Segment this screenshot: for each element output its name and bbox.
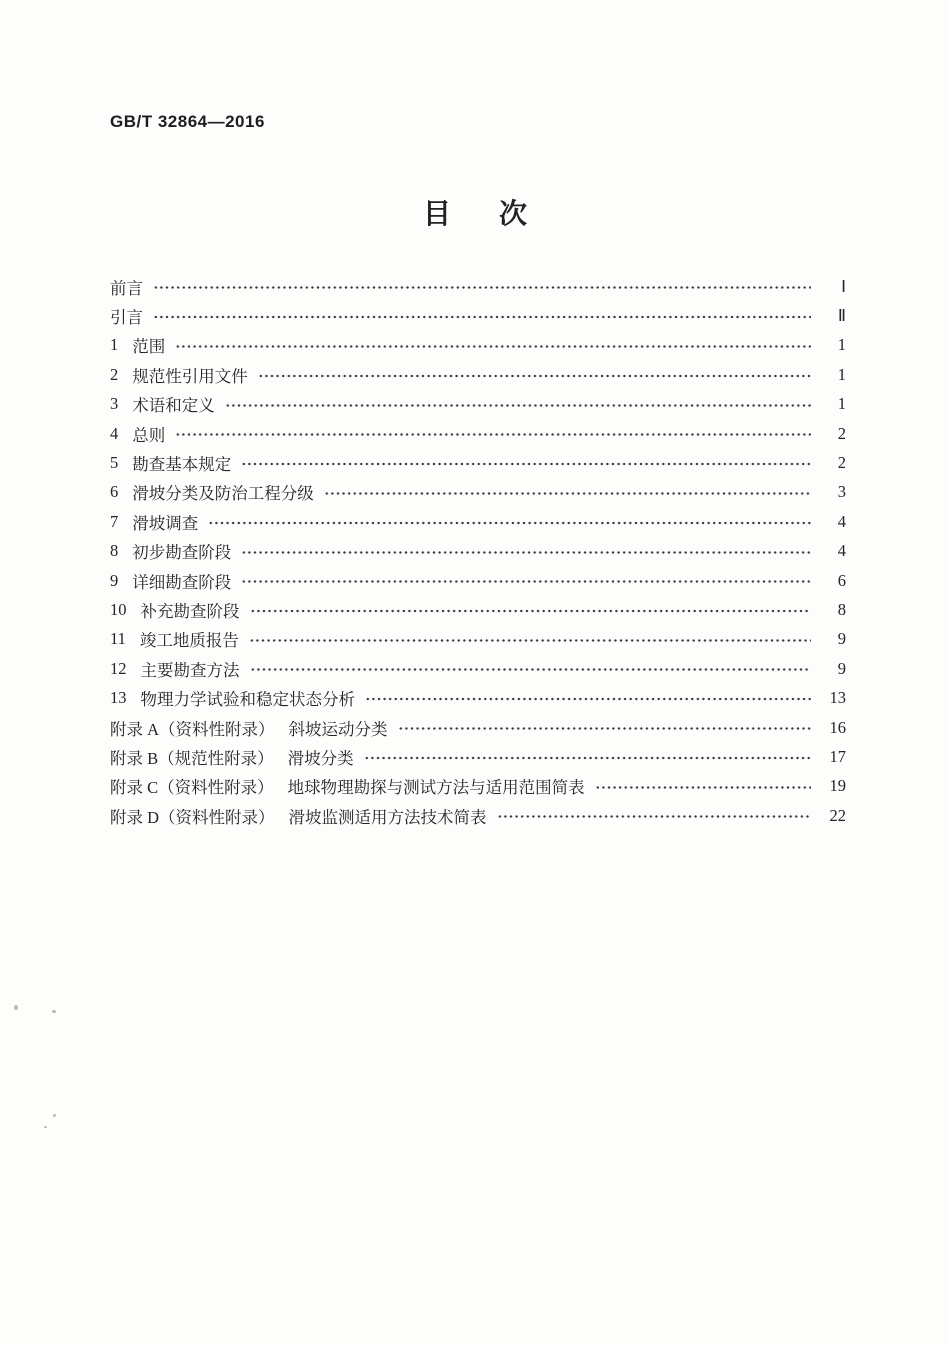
table-of-contents (110, 272, 846, 830)
dot-leader (257, 360, 811, 389)
scan-artifact (44, 1126, 47, 1128)
toc-entry (110, 390, 846, 419)
toc-entry (110, 713, 846, 742)
toc-entry-title: 物理力学试验和稳定状态分析 (140, 690, 355, 710)
toc-entry-number: 6 (110, 482, 119, 502)
toc-entry (110, 683, 846, 712)
dot-leader (240, 566, 811, 595)
toc-entry (110, 654, 846, 683)
toc-entry-page: 16 (829, 717, 846, 737)
toc-entry (110, 507, 846, 536)
dot-leader (594, 772, 811, 801)
toc-entry-title: 勘查基本规定 (132, 455, 232, 475)
toc-entry (110, 595, 846, 624)
toc-entry-title: 竣工地质报告 (139, 631, 239, 651)
toc-entry (110, 478, 846, 507)
toc-entry-number: 附录 D（资料性附录） (110, 807, 275, 827)
toc-entry-page: 13 (829, 688, 846, 708)
toc-entry-page: 2 (837, 423, 846, 443)
toc-entry-page: 17 (829, 746, 846, 766)
toc-entry-number: 13 (110, 688, 127, 708)
toc-entry (110, 301, 846, 330)
toc-entry-page: 6 (837, 570, 846, 590)
toc-entry (110, 419, 846, 448)
page-title: 目 次 (422, 198, 537, 229)
toc-entry-title: 滑坡分类 (287, 748, 354, 768)
toc-entry-page: 22 (829, 805, 846, 825)
toc-entry-title: 总则 (132, 425, 166, 445)
dot-leader (174, 419, 811, 448)
toc-entry-page: 9 (837, 629, 846, 649)
toc-entry-page: 1 (837, 394, 846, 414)
toc-entry-title: 地球物理勘探与测试方法与适用范围简表 (287, 778, 585, 798)
dot-leader (496, 801, 811, 830)
toc-entry-number: 附录 C（资料性附录） (110, 778, 274, 798)
standard-number: GB/T 32864—2016 (110, 112, 265, 131)
dot-leader (240, 537, 811, 566)
scan-artifact (52, 1010, 56, 1013)
toc-entry-title: 滑坡分类及防治工程分级 (132, 484, 314, 504)
toc-entry-title: 引言 (110, 308, 143, 328)
toc-entry-page: 19 (829, 776, 846, 796)
toc-entry-number: 附录 A（资料性附录） (110, 719, 275, 739)
toc-entry (110, 331, 846, 360)
toc-entry (110, 772, 846, 801)
toc-entry-title: 主要勘查方法 (140, 660, 240, 680)
toc-entry (110, 625, 846, 654)
toc-entry-page: 3 (837, 482, 846, 502)
toc-entry-page: Ⅱ (837, 306, 846, 326)
dot-leader (152, 301, 811, 330)
toc-entry-page: 4 (837, 541, 846, 561)
toc-entry-title: 范围 (132, 337, 166, 357)
toc-entry-number: 1 (110, 335, 119, 355)
toc-entry-title: 术语和定义 (132, 396, 215, 416)
toc-entry-title: 前言 (110, 278, 143, 298)
scan-artifact (14, 1005, 18, 1010)
toc-entry (110, 448, 846, 477)
toc-entry-number: 11 (110, 629, 126, 649)
toc-entry-title: 初步勘查阶段 (132, 543, 232, 563)
toc-entry (110, 360, 846, 389)
dot-leader (207, 507, 811, 536)
dot-leader (152, 272, 811, 301)
toc-entry (110, 272, 846, 301)
toc-entry-number: 4 (110, 423, 119, 443)
dot-leader (224, 390, 811, 419)
toc-entry-title: 详细勘查阶段 (132, 572, 232, 592)
toc-entry-page: Ⅰ (841, 276, 846, 296)
toc-entry-number: 12 (110, 658, 127, 678)
dot-leader (240, 448, 811, 477)
toc-entry-number: 5 (110, 453, 119, 473)
dot-leader (323, 478, 811, 507)
toc-entry (110, 742, 846, 771)
toc-entry-title: 斜坡运动分类 (288, 719, 388, 739)
toc-entry-page: 8 (837, 599, 846, 619)
toc-entry-page: 9 (837, 658, 846, 678)
toc-entry-title: 规范性引用文件 (132, 366, 248, 386)
toc-entry-number: 附录 B（规范性附录） (110, 748, 274, 768)
scan-artifact (53, 1114, 56, 1117)
toc-entry-page: 2 (837, 453, 846, 473)
dot-leader (363, 742, 811, 771)
toc-entry (110, 566, 846, 595)
toc-entry-title: 补充勘查阶段 (140, 601, 240, 621)
dot-leader (248, 625, 811, 654)
dot-leader (249, 595, 812, 624)
toc-entry-page: 1 (837, 364, 846, 384)
toc-entry-number: 9 (110, 570, 119, 590)
toc-entry-number: 10 (110, 599, 127, 619)
toc-entry-title: 滑坡调查 (132, 513, 199, 533)
toc-entry-number: 7 (110, 511, 119, 531)
toc-entry-title: 滑坡监测适用方法技术简表 (288, 807, 487, 827)
toc-entry-number: 2 (110, 364, 119, 384)
dot-leader (397, 713, 811, 742)
dot-leader (174, 331, 811, 360)
toc-entry-page: 4 (837, 511, 846, 531)
toc-entry-page: 1 (837, 335, 846, 355)
toc-entry (110, 801, 846, 830)
toc-entry (110, 537, 846, 566)
toc-entry-number: 3 (110, 394, 119, 414)
dot-leader (249, 654, 812, 683)
toc-entry-number: 8 (110, 541, 119, 561)
dot-leader (364, 683, 811, 712)
